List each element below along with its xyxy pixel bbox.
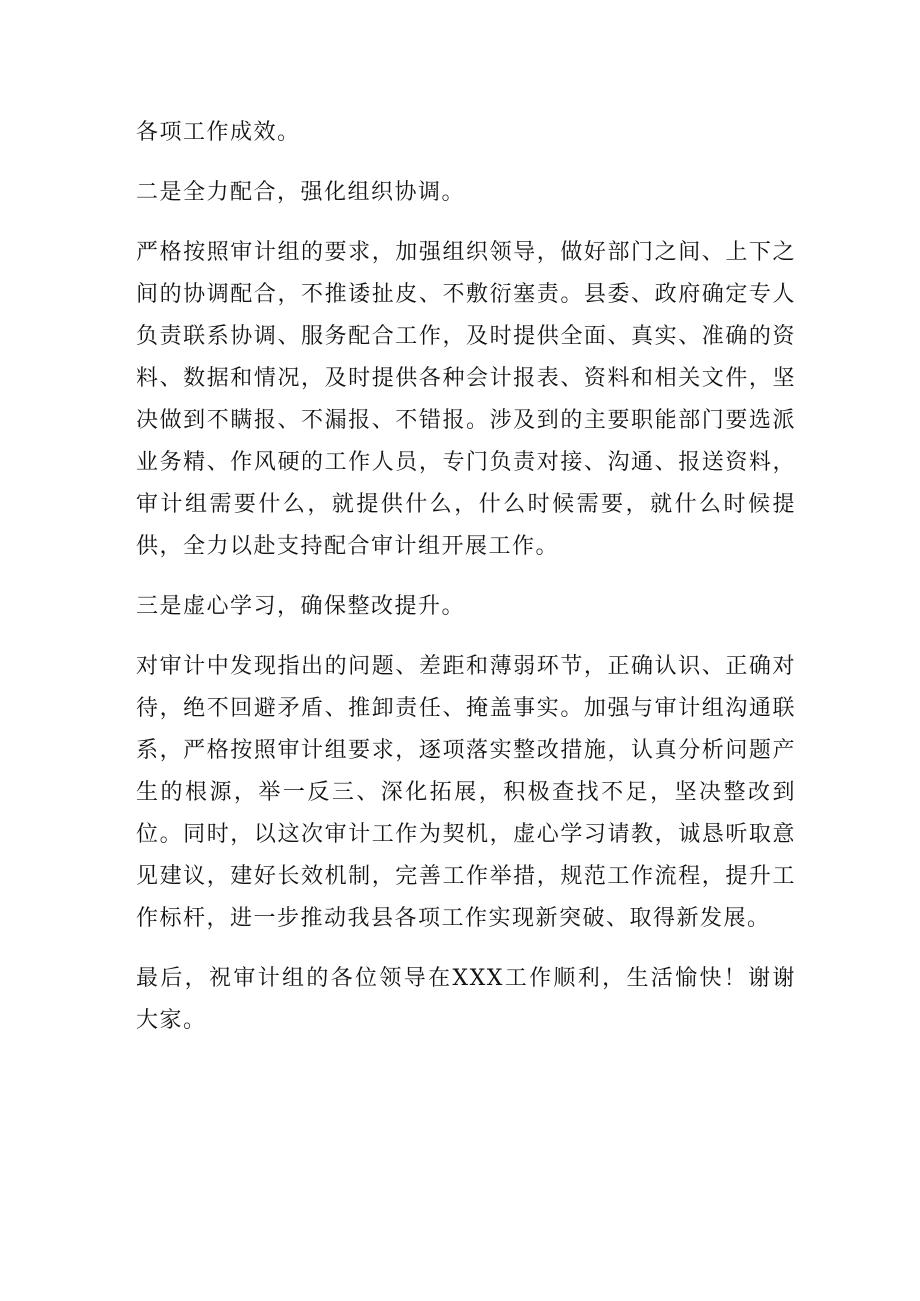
section-heading-three: 三是虚心学习，确保整改提升。 bbox=[136, 594, 466, 619]
paragraph-closing: 最后，祝审计组的各位领导在XXX工作顺利，生活愉快！谢谢大家。 bbox=[136, 966, 796, 1033]
section-heading-two: 二是全力配合，强化组织协调。 bbox=[136, 180, 466, 205]
document-body bbox=[136, 112, 796, 1060]
paragraph-continuation: 各项工作成效。 bbox=[136, 120, 301, 145]
paragraph-cooperation: 严格按照审计组的要求，加强组织领导，做好部门之间、上下之间的协调配合，不推诿扯皮、不敷衍塞责。县委、政府确定专人负责联系协调、服务配合工作，及时提供全面、真实、准确的资料、数据和情况，及时提供各种会计报表、资料和相关文件，坚决做到不瞒报、不漏报、不错报。涉及到的主要职能部门要选派业务精、作风硬的工作人员，专门负责对接、沟通、报送资料，审计组需要什么，就提供什么，什么时候需要，就什么时候提供，全力以赴支持配合审计组开展工作。 bbox=[136, 240, 796, 559]
paragraph-rectification: 对审计中发现指出的问题、差距和薄弱环节，正确认识、正确对待，绝不回避矛盾、推卸责任、掩盖事实。加强与审计组沟通联系，严格按照审计组要求，逐项落实整改措施，认真分析问题产生的根源，举一反三、深化拓展，积极查找不足，坚决整改到位。同时，以这次审计工作为契机，虚心学习请教，诚恳听取意见建议，建好长效机制，完善工作举措，规范工作流程，提升工作标杆，进一步推动我县各项工作实现新突破、取得新发展。 bbox=[136, 654, 796, 931]
